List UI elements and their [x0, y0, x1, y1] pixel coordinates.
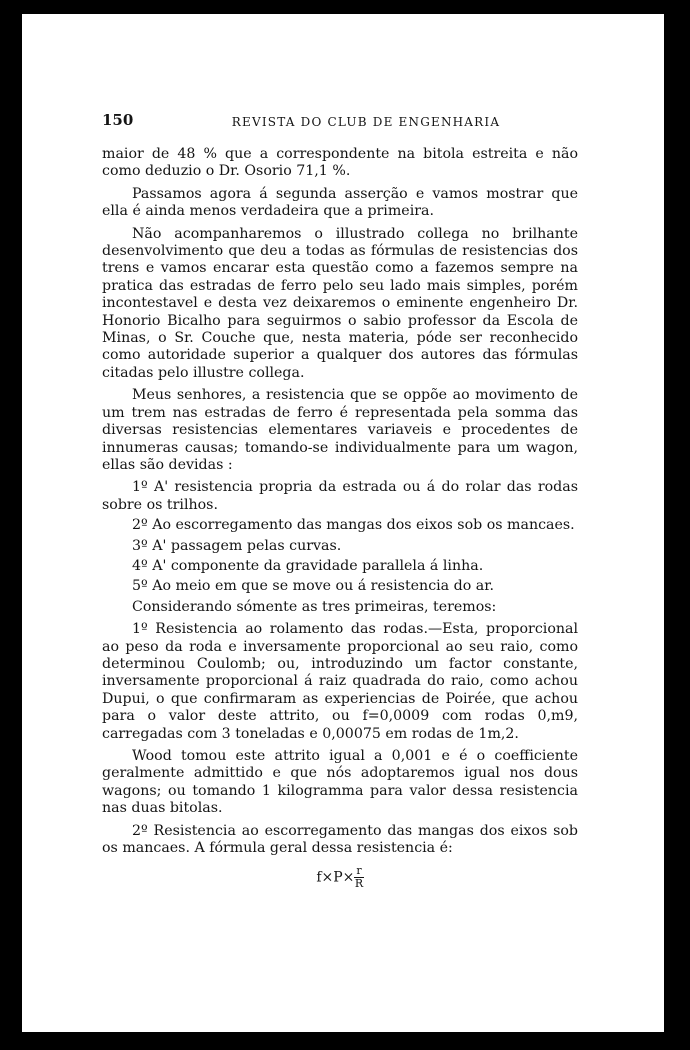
running-title: REVISTA DO CLUB DE ENGENHARIA	[231, 115, 501, 129]
paragraph: Não acompanharemos o illustrado collega no brilhante desenvolvimento que deu a todas as fórmulas de resistencias dos trens e vamos encarar esta questão como a fazemos sempre na pratica das estradas de ferro pelo seu lado mais simples, porém incontestavel e desta vez deixaremos o eminente engenheiro Dr. Honorio Bicalho para seguirmos o sabio professor da Escola de Minas, o Sr. Couche que, nesta materia, póde ser reconhecido como autoridade superior a qualquer dos autores das fórmulas citadas pelo illustre collega.	[102, 225, 578, 381]
list-item: 2º Ao escorregamento das mangas dos eixos sob os mancaes.	[132, 517, 575, 534]
paragraph: Wood tomou este attrito igual a 0,001 e é o coefficiente geralmente admittido e que nós adoptaremos igual nos dous wagons; ou tomando 1 kilogramma para valor dessa resistencia nas duas bitolas.	[102, 748, 578, 817]
list-item: 4º A' componente da gravidade parallela á linha.	[132, 557, 484, 574]
formula-prefix: f×P×	[316, 869, 355, 886]
page-header	[102, 112, 578, 132]
formula-denominator: R	[354, 877, 364, 891]
paragraph: Passamos agora á segunda asserção e vamos mostrar que ella é ainda menos verdadeira que a primeira.	[102, 185, 578, 220]
paragraph: maior de 48 % que a correspondente na bitola estreita e não como deduzio o Dr. Osorio 71,1 %.	[102, 146, 578, 180]
formula-fraction	[354, 865, 363, 890]
formula	[102, 865, 578, 890]
list-item: 1º A' resistencia propria da estrada ou á do rolar das rodas sobre os trilhos.	[102, 479, 578, 513]
page	[22, 14, 664, 1032]
paragraph: 2º Resistencia ao escorregamento das mangas dos eixos sob os mancaes. A fórmula geral dessa resistencia é:	[102, 822, 578, 857]
list-item: 3º A' passagem pelas curvas.	[132, 537, 342, 554]
formula-numerator: r	[356, 864, 362, 878]
page-content	[102, 112, 578, 890]
paragraph: Meus senhores, a resistencia que se oppõe ao movimento de um trem nas estradas de ferro é representada pela somma das diversas resistencias elementares variaveis e procedentes de innumeras causas; tomando-se individualmente para um wagon, ellas são devidas :	[102, 387, 578, 473]
list-item: 5º Ao meio em que se move ou á resistencia do ar.	[132, 578, 494, 595]
paragraph: Considerando sómente as tres primeiras, teremos:	[132, 598, 497, 615]
paragraph: 1º Resistencia ao rolamento das rodas.—Esta, proporcional ao peso da roda e inversamente proporcional ao seu raio, como determinou Coulomb; ou, introduzindo um factor constante, inversamente proporcional á raiz quadrada do raio, como achou Dupui, o que confirmaram as experiencias de Poirée, que achou para o valor deste attrito, ou f=0,0009 com rodas 0,m9, carregadas com 3 toneladas e 0,00075 em rodas de 1m,2.	[102, 621, 578, 742]
page-number: 150	[102, 111, 134, 129]
